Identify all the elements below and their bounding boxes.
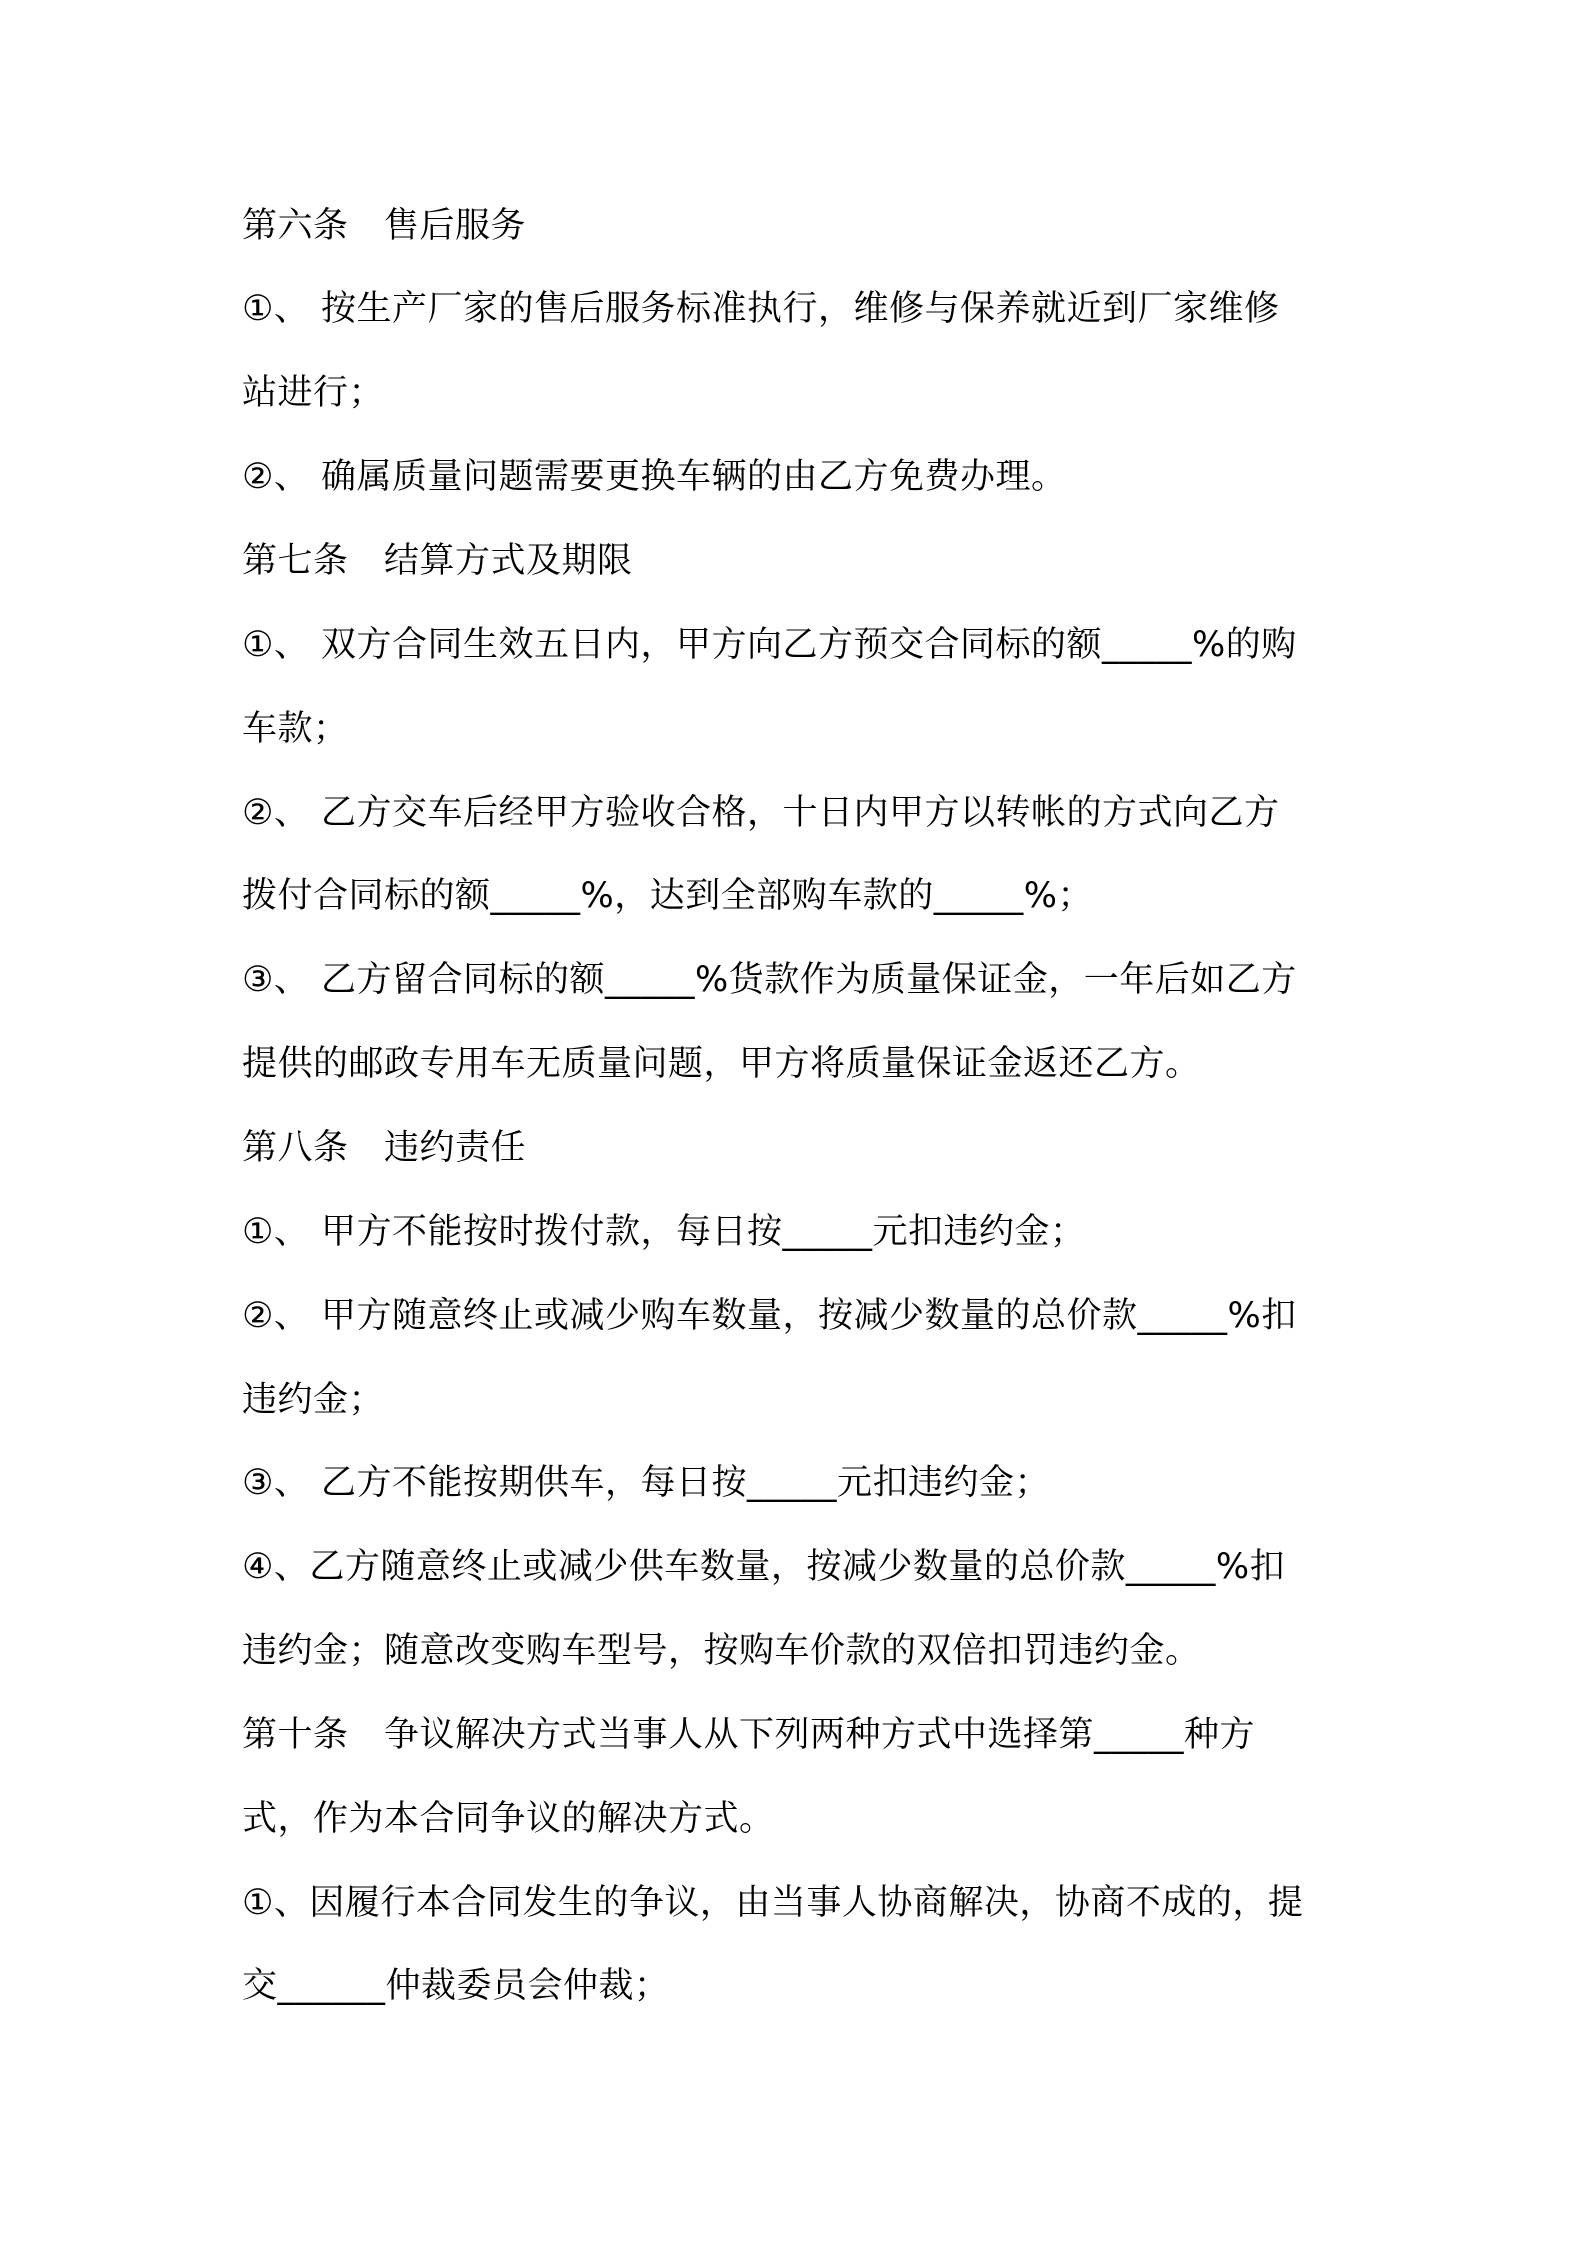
article-7-item-1: ①、 双方合同生效五日内，甲方向乙方预交合同标的额_____%的购 <box>242 625 1297 665</box>
article-6-heading: 第六条 售后服务 <box>242 206 527 246</box>
article-7-item-2: ②、 乙方交车后经甲方验收合格，十日内甲方以转帐的方式向乙方 <box>242 793 1280 833</box>
article-8-item-1: ①、 甲方不能按时拨付款，每日按_____元扣违约金； <box>242 1212 1086 1252</box>
article-6-item-1-cont: 站进行； <box>242 373 385 413</box>
article-10-heading: 第十条 争议解决方式当事人从下列两种方式中选择第_____种方 <box>242 1715 1256 1755</box>
article-8-item-3: ③、 乙方不能按期供车，每日按_____元扣违约金； <box>242 1463 1051 1503</box>
article-7-item-1-cont: 车款； <box>242 709 349 749</box>
article-10-heading-cont: 式，作为本合同争议的解决方式。 <box>242 1799 775 1839</box>
article-8-item-2-cont: 违约金； <box>242 1380 385 1420</box>
article-7-item-3-cont: 提供的邮政专用车无质量问题，甲方将质量保证金返还乙方。 <box>242 1044 1201 1084</box>
article-8-item-2: ②、 甲方随意终止或减少购车数量，按减少数量的总价款_____%扣 <box>242 1296 1297 1336</box>
article-6-item-1: ①、 按生产厂家的售后服务标准执行，维修与保养就近到厂家维修 <box>242 289 1280 329</box>
article-7-item-2-cont: 拨付合同标的额_____%，达到全部购车款的_____%； <box>242 876 1094 916</box>
article-10-item-1-cont: 交______仲裁委员会仲裁； <box>242 1966 670 2006</box>
article-8-heading: 第八条 违约责任 <box>242 1128 527 1168</box>
article-8-item-4-cont: 违约金；随意改变购车型号，按购车价款的双倍扣罚违约金。 <box>242 1631 1201 1671</box>
article-7-item-3: ③、 乙方留合同标的额_____%货款作为质量保证金，一年后如乙方 <box>242 960 1297 1000</box>
article-8-item-4: ④、乙方随意终止或减少供车数量，按减少数量的总价款_____%扣 <box>242 1547 1286 1587</box>
article-7-heading: 第七条 结算方式及期限 <box>242 541 633 581</box>
article-6-item-2: ②、 确属质量问题需要更换车辆的由乙方免费办理。 <box>242 457 1067 497</box>
article-10-item-1: ①、因履行本合同发生的争议，由当事人协商解决，协商不成的，提 <box>242 1883 1304 1923</box>
